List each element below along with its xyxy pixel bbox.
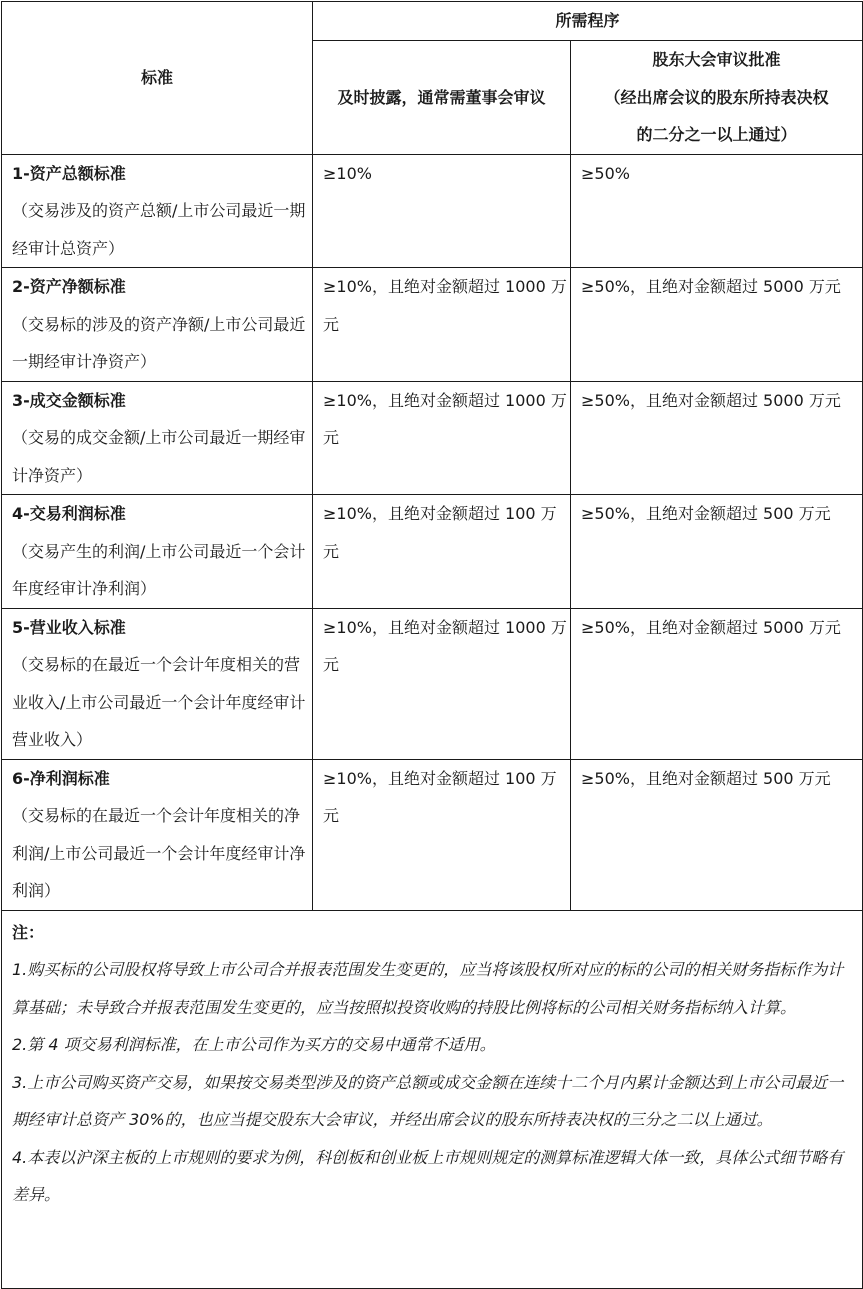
criterion-title: 4-交易利润标准 bbox=[12, 504, 126, 523]
board-threshold-cell: ≥10%，且绝对金额超过 1000 万元 bbox=[313, 268, 571, 382]
notes-cell bbox=[2, 910, 863, 1288]
notes-title: 注： bbox=[12, 922, 45, 942]
criterion-cell bbox=[2, 759, 313, 910]
notes-row bbox=[2, 910, 863, 1288]
board-threshold-cell: ≥10% bbox=[313, 154, 571, 268]
criterion-title: 5-营业收入标准 bbox=[12, 617, 126, 637]
header-shareholder-line-2: （经出席会议的股东所持表决权 bbox=[604, 87, 829, 107]
criterion-title: 2-资产净额标准 bbox=[12, 277, 126, 296]
board-threshold-cell: ≥10%，且绝对金额超过 100 万元 bbox=[313, 495, 571, 609]
transaction-standards-table bbox=[1, 1, 863, 1289]
board-threshold-cell: ≥10%，且绝对金额超过 100 万元 bbox=[313, 759, 571, 910]
header-row-top bbox=[2, 2, 863, 41]
table-row-total-assets bbox=[2, 154, 863, 268]
note-item-1: 1.购买标的公司股权将导致上市公司合并报表范围发生变更的，应当将该股权所对应的标的公司的相关财务指标作为计算基础；未导致合并报表范围发生变更的，应当按照拟投资收购的持股比例将标的公司相关财务指标纳入计算。 bbox=[12, 960, 844, 1017]
table-row-transaction-amount bbox=[2, 381, 863, 495]
criterion-title: 1-资产总额标准 bbox=[12, 163, 126, 183]
table-row-net-assets bbox=[2, 268, 863, 382]
criterion-cell bbox=[2, 154, 313, 268]
shareholder-threshold-cell: ≥50%，且绝对金额超过 500 万元 bbox=[571, 759, 863, 910]
shareholder-threshold-cell: ≥50% bbox=[571, 154, 863, 268]
header-criterion: 标准 bbox=[2, 2, 313, 155]
criterion-title: 3-成交金额标准 bbox=[12, 390, 126, 410]
criterion-cell bbox=[2, 268, 313, 382]
header-board-review: 及时披露，通常需董事会审议 bbox=[313, 41, 571, 155]
criterion-description: （交易标的在最近一个会计年度相关的净利润/上市公司最近一个会计年度经审计净利润） bbox=[12, 806, 306, 900]
criterion-description: （交易的成交金额/上市公司最近一期经审计净资产） bbox=[12, 428, 306, 485]
criterion-cell bbox=[2, 381, 313, 495]
shareholder-threshold-cell: ≥50%，且绝对金额超过 500 万元 bbox=[571, 495, 863, 609]
criterion-description: （交易涉及的资产总额/上市公司最近一期经审计总资产） bbox=[12, 201, 306, 258]
board-threshold-cell: ≥10%，且绝对金额超过 1000 万元 bbox=[313, 608, 571, 759]
criterion-description: （交易标的涉及的资产净额/上市公司最近一期经审计净资产） bbox=[12, 314, 306, 371]
note-item-3: 3.上市公司购买资产交易，如果按交易类型涉及的资产总额或成交金额在连续十二个月内累计金额达到上市公司最近一期经审计总资产 30%的，也应当提交股东大会审议，并经出席会议的股东所持表决权的三分之二以上通过。 bbox=[12, 1072, 844, 1129]
table-row-transaction-profit bbox=[2, 495, 863, 609]
header-shareholder-line-1: 股东大会审议批准 bbox=[652, 50, 781, 69]
criterion-description: （交易标的在最近一个会计年度相关的营业收入/上市公司最近一个会计年度经审计营业收入） bbox=[12, 655, 306, 749]
header-required-procedure: 所需程序 bbox=[313, 2, 863, 41]
criterion-title: 6-净利润标准 bbox=[12, 768, 110, 788]
criterion-cell bbox=[2, 608, 313, 759]
table-row-net-profit bbox=[2, 759, 863, 910]
header-shareholder-line-3: 的二分之一以上通过） bbox=[636, 125, 797, 144]
header-shareholder-approval bbox=[571, 41, 863, 155]
criterion-cell bbox=[2, 495, 313, 609]
criterion-description: （交易产生的利润/上市公司最近一个会计年度经审计净利润） bbox=[12, 541, 306, 598]
shareholder-threshold-cell: ≥50%，且绝对金额超过 5000 万元 bbox=[571, 268, 863, 382]
shareholder-threshold-cell: ≥50%，且绝对金额超过 5000 万元 bbox=[571, 608, 863, 759]
note-item-4: 4.本表以沪深主板的上市规则的要求为例，科创板和创业板上市规则规定的测算标准逻辑大体一致，具体公式细节略有差异。 bbox=[12, 1147, 844, 1204]
note-item-2: 2.第 4 项交易利润标准，在上市公司作为买方的交易中通常不适用。 bbox=[12, 1035, 496, 1054]
shareholder-threshold-cell: ≥50%，且绝对金额超过 5000 万元 bbox=[571, 381, 863, 495]
board-threshold-cell: ≥10%，且绝对金额超过 1000 万元 bbox=[313, 381, 571, 495]
table-row-operating-revenue bbox=[2, 608, 863, 759]
